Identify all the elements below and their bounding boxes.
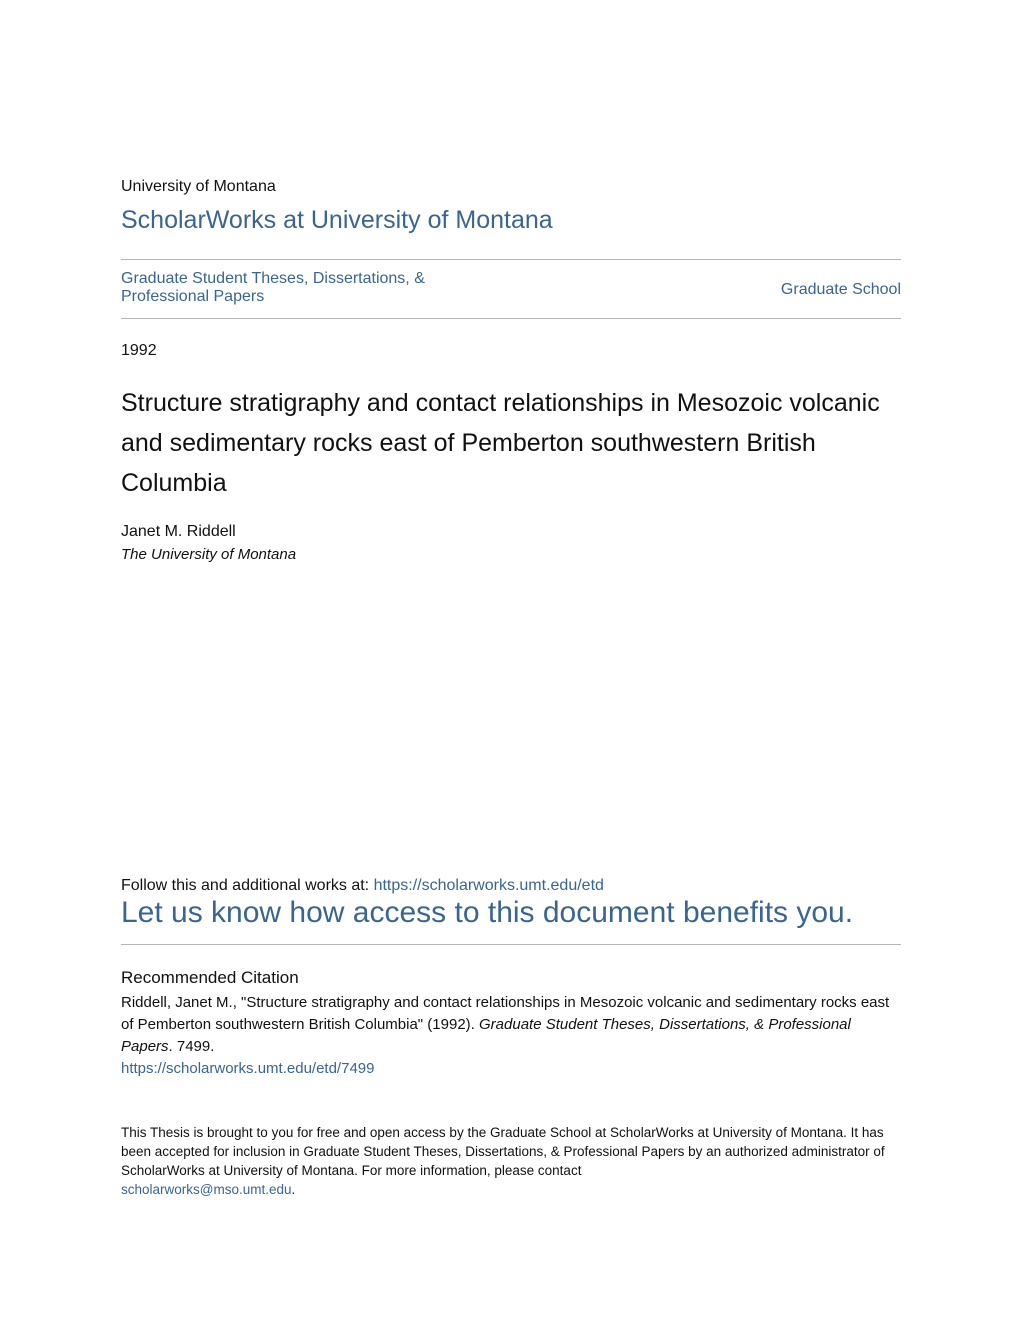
citation-number: . 7499. (168, 1038, 215, 1055)
school-link[interactable]: Graduate School (780, 281, 901, 298)
citation-reference: Riddell, Janet M., "Structure stratigraphy and contact relationships in Mesozoic volcanic and sedimentary rocks east of Pemberton southwestern British Columbia" (1992). (121, 994, 890, 1033)
author-name: Janet M. Riddell (121, 523, 236, 540)
divider (121, 318, 901, 319)
notice-text: This Thesis is brought to you for free and open access by the Graduate School at ScholarWorks at University of Montana. It has been accepted for inclusion in Graduate Student Theses, Dissertations, & Professional Papers by an authorized administrator of ScholarWorks at University of Montana. For more information, please contact (121, 1125, 885, 1178)
divider (121, 259, 901, 260)
divider (121, 944, 901, 945)
citation-series: Graduate Student Theses, Dissertations, & Professional Papers (121, 1016, 851, 1055)
collection-url-link[interactable]: https://scholarworks.umt.edu/etd (373, 877, 604, 894)
contact-email-link[interactable]: scholarworks@mso.umt.edu (121, 1182, 292, 1197)
citation-url-link[interactable]: https://scholarworks.umt.edu/etd/7499 (121, 1060, 375, 1077)
citation-text (121, 992, 901, 1080)
benefits-link[interactable]: Let us know how access to this document benefits you. (121, 896, 854, 929)
institution-name: University of Montana (121, 178, 276, 195)
follow-line (121, 876, 604, 896)
publication-year: 1992 (121, 342, 157, 359)
citation-heading: Recommended Citation (121, 968, 299, 987)
repository-link[interactable]: ScholarWorks at University of Montana (121, 206, 553, 234)
follow-prefix: Follow this and additional works at: (121, 877, 374, 894)
author-affiliation: The University of Montana (121, 546, 297, 563)
notice-suffix: . (291, 1182, 296, 1197)
document-title: Structure stratigraphy and contact relationships in Mesozoic volcanic and sedimentary rocks east of Pemberton southwestern British Columbia (121, 389, 880, 497)
collection-link[interactable]: Graduate Student Theses, Dissertations, & Professional Papers (121, 270, 425, 305)
cover-page (121, 0, 901, 1320)
access-notice (121, 1123, 901, 1199)
